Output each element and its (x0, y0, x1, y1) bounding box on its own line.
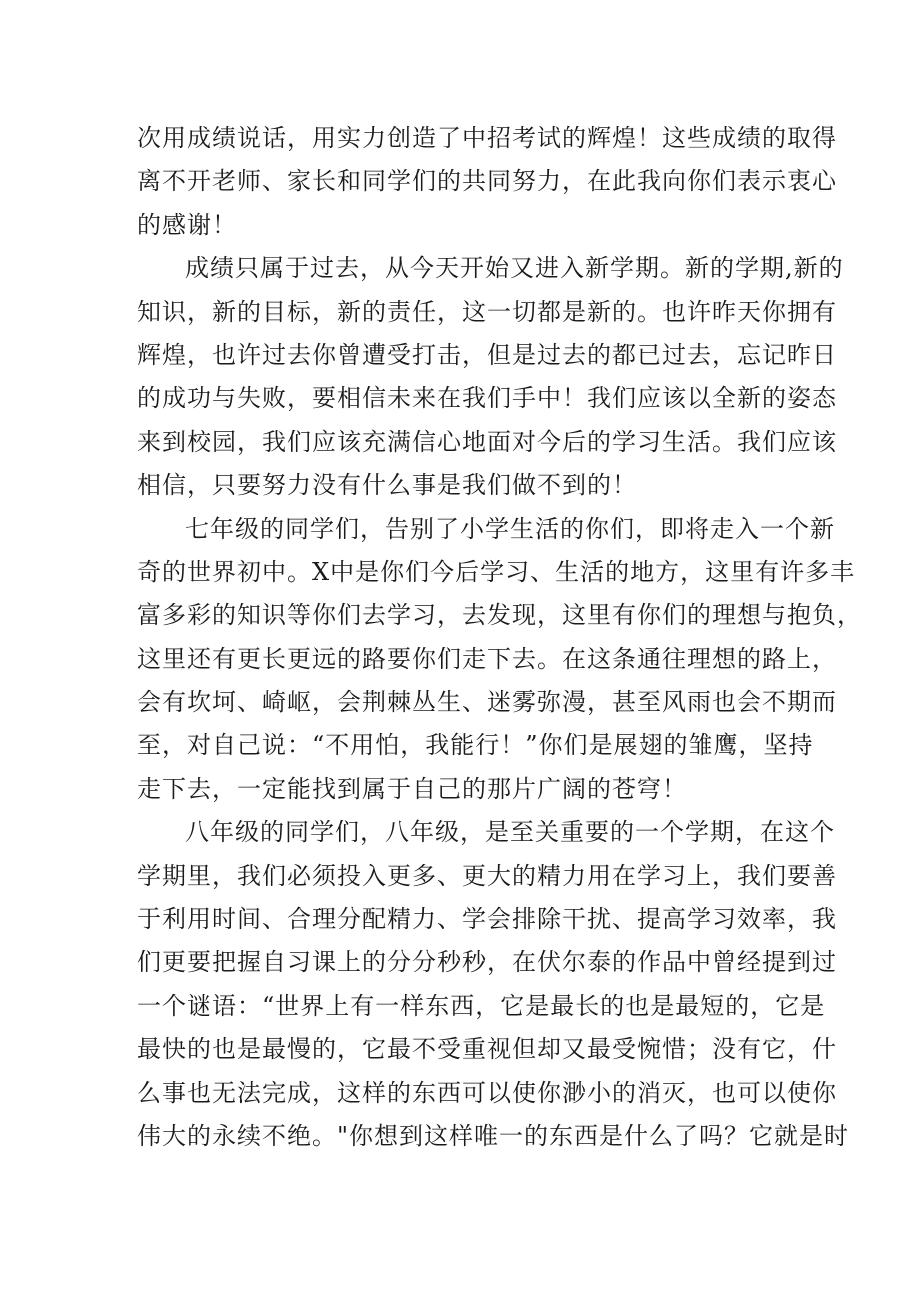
text-line: 学期里，我们必须投入更多、更大的精力用在学习上，我们要善 (137, 861, 837, 890)
text-line: 奇的世界初中。X中是你们今后学习、生活的地方，这里有许多丰 (137, 557, 856, 586)
text-line: 次用成绩说话，用实力创造了中招考试的辉煌！这些成绩的取得 (137, 124, 837, 152)
text-line: 辉煌，也许过去你曾遭受打击，但是过去的都已过去，忘记昨日 (137, 340, 837, 369)
text-line: 的成功与失败，要相信未来在我们手中！我们应该以全新的姿态 (137, 384, 837, 413)
text-line: 走下去，一定能找到属于自己的那片广阔的苍穹！ (137, 774, 687, 803)
text-line: 么事也无法完成，这样的东西可以使你渺小的消灭，也可以使你 (137, 1078, 837, 1107)
text-line: 这里还有更长更远的路要你们走下去。在这条通往理想的路上， (137, 644, 837, 673)
text-line: 知识，新的目标，新的责任，这一切都是新的。也许昨天你拥有 (137, 297, 837, 326)
text-line: 伟大的永续不绝。"你想到这样唯一的东西是什么了吗？它就是时 (137, 1121, 850, 1150)
text-line: 的感谢！ (137, 210, 237, 239)
paragraph-1 (137, 117, 837, 247)
paragraph-3 (137, 508, 862, 812)
text-line: 七年级的同学们，告别了小学生活的你们，即将走入一个新 (185, 514, 835, 543)
text-line: 会有坎坷、崎岖，会荆棘丛生、迷雾弥漫，甚至风雨也会不期而 (137, 688, 837, 717)
text-line: 来到校园，我们应该充满信心地面对今后的学习生活。我们应该 (137, 427, 837, 456)
text-line: 八年级的同学们，八年级，是至关重要的一个学期，在这个 (185, 818, 835, 847)
text-line: 最快的也是最慢的，它最不受重视但却又最受惋惜；没有它，什 (137, 1035, 837, 1064)
text-line: 离不开老师、家长和同学们的共同努力，在此我向你们表示衷心 (137, 167, 837, 196)
text-line: 于利用时间、合理分配精力、学会排除干扰、提高学习效率，我 (137, 905, 837, 934)
text-line: 相信，只要努力没有什么事是我们做不到的！ (137, 471, 637, 500)
text-line: 至，对自己说：“不用怕，我能行！”你们是展翅的雏鹰，坚持 (137, 731, 814, 760)
text-line: 们更要把握自习课上的分分秒秒，在伏尔泰的作品中曾经提到过 (137, 948, 837, 977)
paragraph-4 (137, 811, 850, 1158)
text-line: 一个谜语：“世界上有一样东西，它是最长的也是最短的，它是 (137, 991, 826, 1020)
text-line: 成绩只属于过去，从今天开始又进入新学期。新的学期,新的 (185, 254, 844, 283)
document-body (137, 117, 862, 1158)
text-line: 富多彩的知识等你们去学习，去发现，这里有你们的理想与抱负， (137, 601, 862, 630)
paragraph-2 (137, 247, 844, 507)
